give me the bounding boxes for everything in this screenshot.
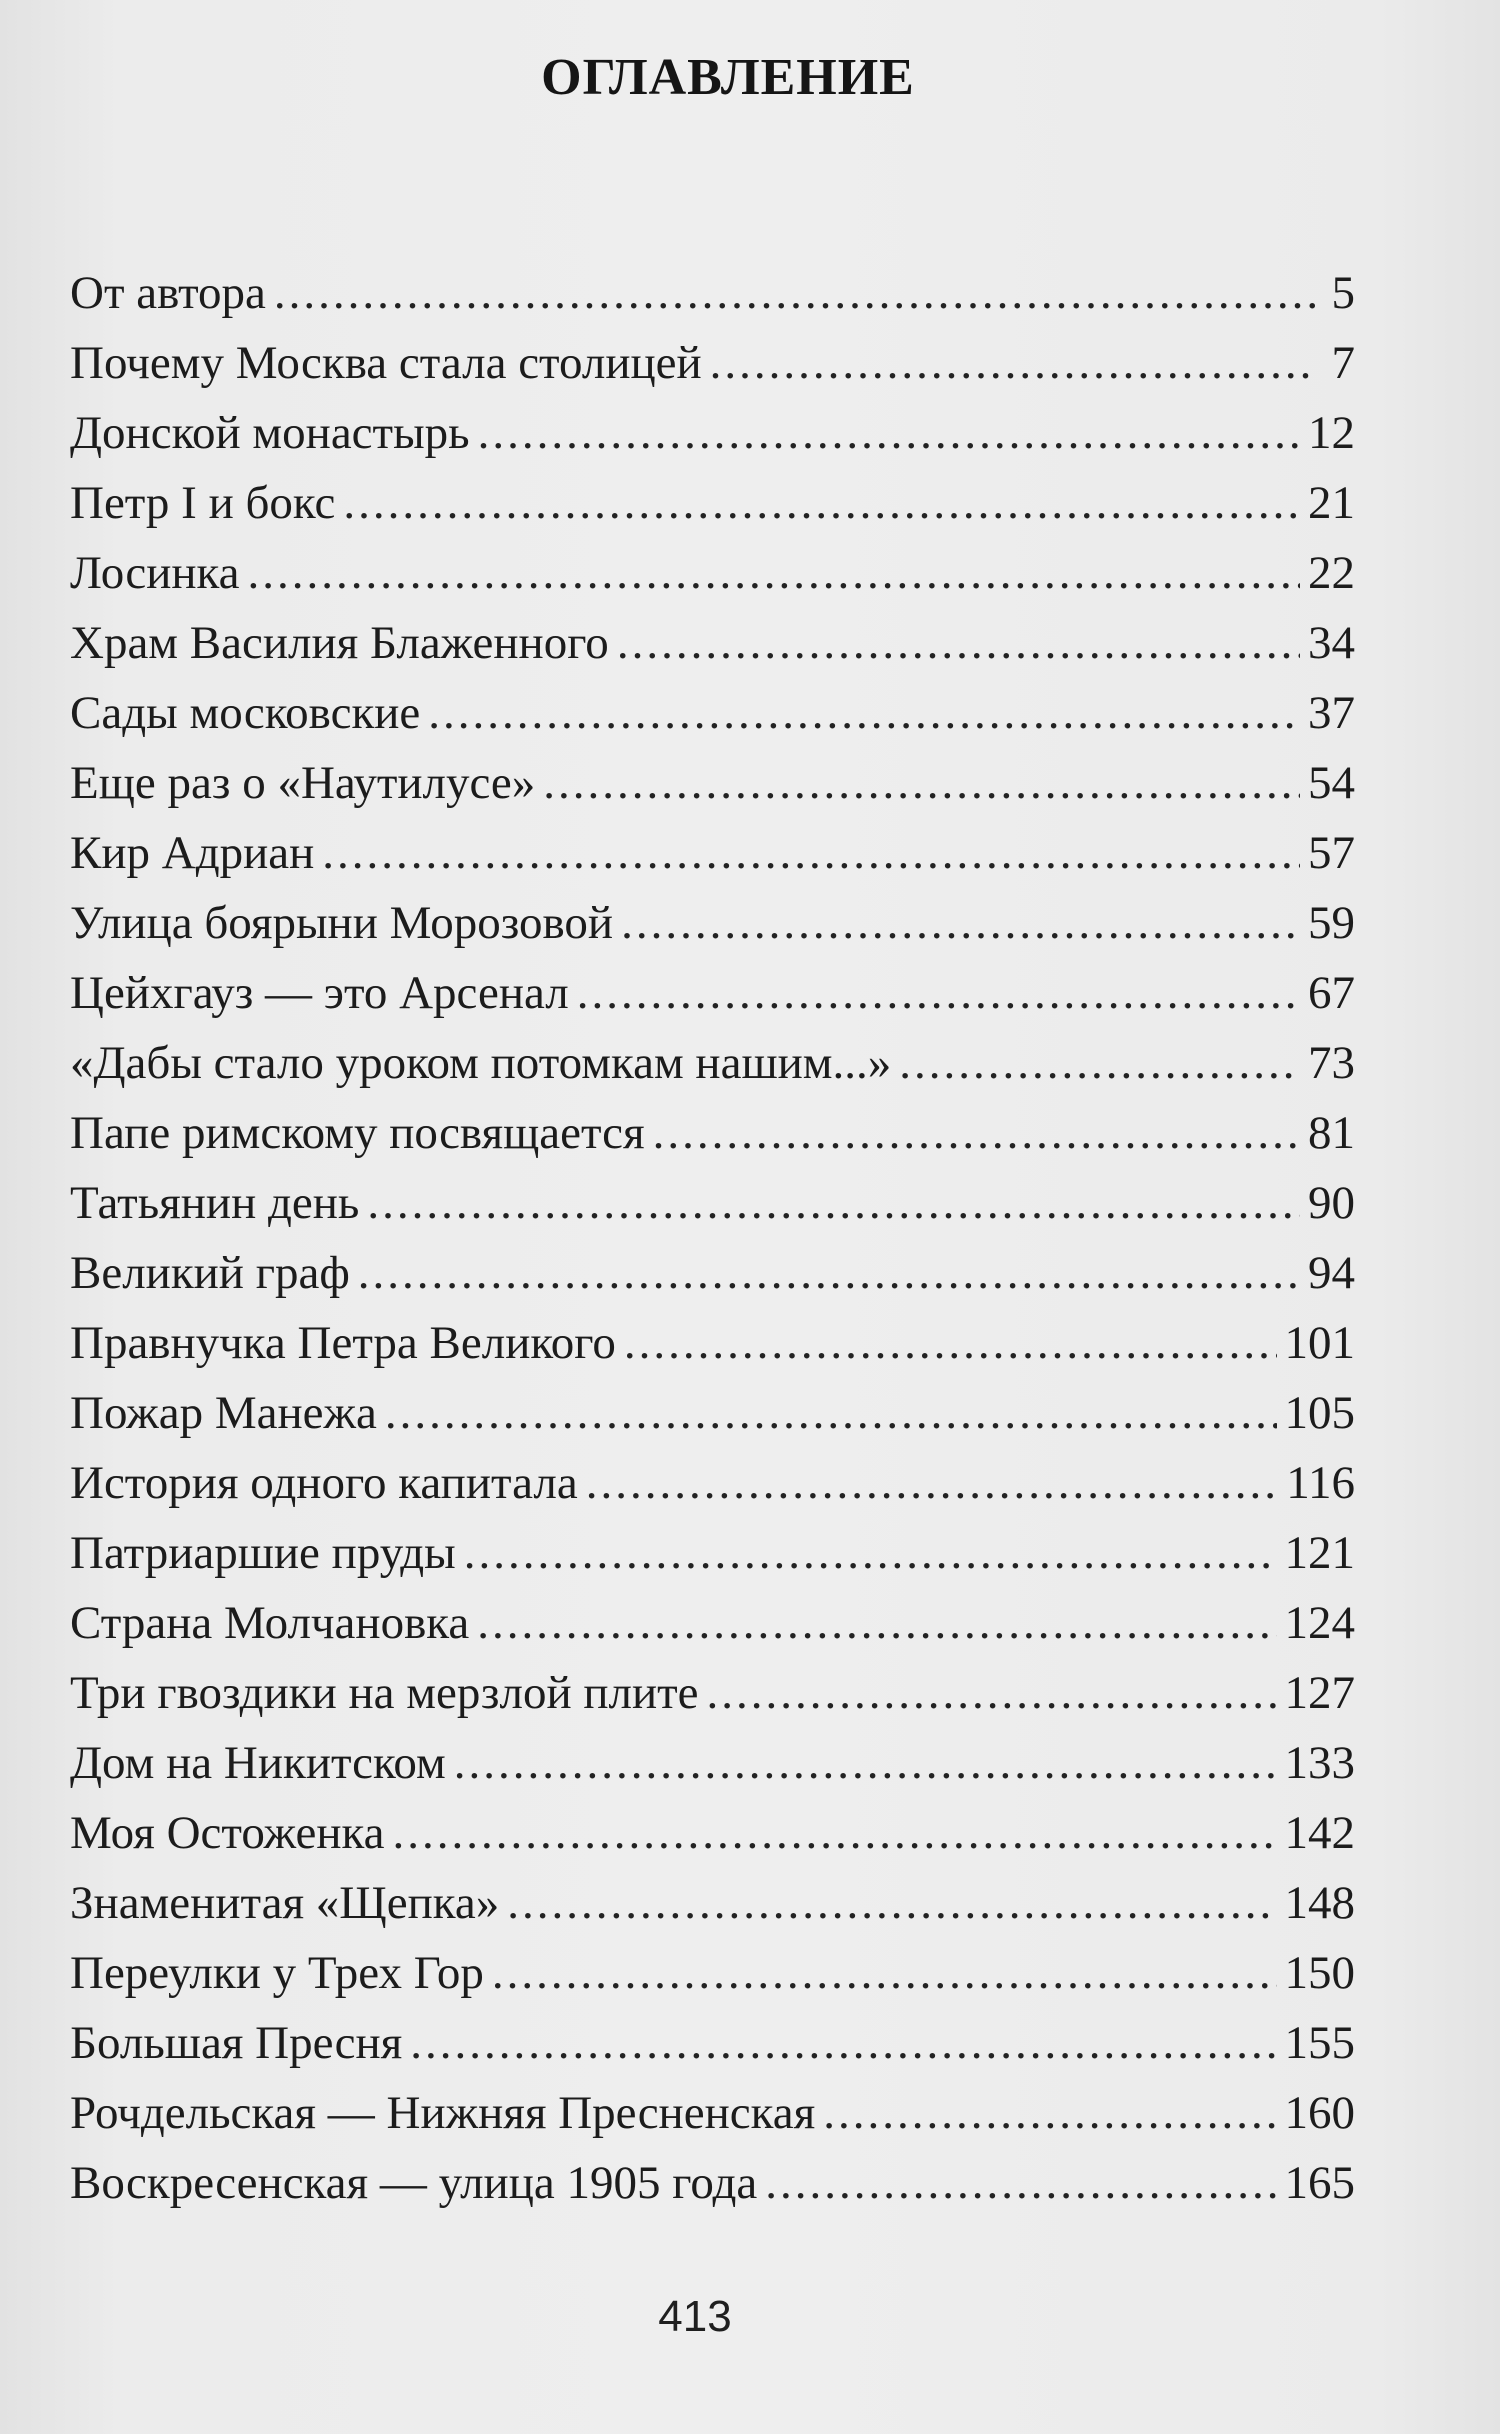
toc-entry-title: Сады московские [70,687,421,739]
toc-entry [70,1518,1355,1588]
toc-entry-page: 105 [1284,1387,1355,1439]
toc-entry-title: Татьянин день [70,1177,360,1229]
dot-leader [577,958,1300,1028]
toc-entry-title: Храм Василия Блаженного [70,617,609,669]
toc-entry-title: Цейхгауз — это Арсенал [70,967,569,1019]
toc-entry-title: Дом на Никитском [70,1737,446,1789]
toc-entry-page: 12 [1308,407,1355,459]
toc-entry-page: 81 [1308,1107,1355,1159]
toc-entry [70,2008,1355,2078]
toc-entry [70,1448,1355,1518]
toc-entry-title: Рочдельская — Нижняя Пресненская [70,2087,816,2139]
toc-entry [70,678,1355,748]
toc-entry-page: 7 [1331,337,1355,389]
toc-entry [70,1588,1355,1658]
toc-entry-page: 160 [1284,2087,1355,2139]
dot-leader [507,1868,1276,1938]
toc-entry-page: 165 [1284,2157,1355,2209]
toc-entry-title: Донской монастырь [70,407,470,459]
toc-entry [70,1728,1355,1798]
toc-entry-title: Большая Пресня [70,2017,403,2069]
toc-entry [70,1938,1355,2008]
dot-leader [343,468,1300,538]
dot-leader [710,328,1317,398]
dot-leader [586,1448,1279,1518]
dot-leader [621,888,1300,958]
toc-entry [70,1238,1355,1308]
toc-entry [70,1798,1355,1868]
toc-entry [70,818,1355,888]
dot-leader [454,1728,1277,1798]
dot-leader [543,748,1300,818]
toc-entry-page: 133 [1284,1737,1355,1789]
page-title: ОГЛАВЛЕНИЕ [541,49,915,106]
page-number: 413 [658,2292,732,2341]
toc-entry-page: 21 [1308,477,1355,529]
toc-entry-page: 34 [1308,617,1355,669]
toc-entry-page: 148 [1284,1877,1355,1929]
toc-entry-title: Моя Остоженка [70,1807,385,1859]
dot-leader [617,608,1300,678]
toc-entry-page: 59 [1308,897,1355,949]
toc-entry-title: Переулки у Трех Гор [70,1947,484,1999]
dot-leader [410,2008,1276,2078]
toc-entry-page: 57 [1308,827,1355,879]
toc-entry-title: От автора [70,267,266,319]
dot-leader [478,398,1300,468]
toc-entry-title: Три гвоздики на мерзлой плите [70,1667,699,1719]
toc-entry [70,328,1355,398]
toc-entry-page: 124 [1284,1597,1355,1649]
dot-leader [322,818,1300,888]
toc-entry-title: Улица боярыни Морозовой [70,897,614,949]
toc-entry-page: 142 [1284,1807,1355,1859]
dot-leader [477,1588,1276,1658]
toc-entry-title: История одного капитала [70,1457,578,1509]
toc-entry-page: 94 [1308,1247,1355,1299]
dot-leader [765,2148,1276,2218]
toc-entry-page: 127 [1284,1667,1355,1719]
toc-entry [70,1028,1355,1098]
toc-entry-page: 90 [1308,1177,1355,1229]
toc-entry-title: Воскресенская — улица 1905 года [70,2157,758,2209]
dot-leader [367,1168,1300,1238]
toc-entry-title: Знаменитая «Щепка» [70,1877,500,1929]
dot-leader [464,1518,1277,1588]
toc-entry [70,608,1355,678]
toc-entry-page: 121 [1284,1527,1355,1579]
toc-entry [70,1658,1355,1728]
dot-leader [428,678,1300,748]
toc-entry-title: Кир Адриан [70,827,315,879]
toc-entry [70,1308,1355,1378]
toc-entry-title: Правнучка Петра Великого [70,1317,616,1369]
toc-entry-title: «Дабы стало уроком потомкам нашим...» [70,1037,892,1089]
toc-entry [70,748,1355,818]
toc-entry-title: Папе римскому посвящается [70,1107,645,1159]
dot-leader [707,1658,1277,1728]
dot-leader [274,258,1317,328]
toc-entry [70,468,1355,538]
dot-leader [385,1378,1277,1448]
dot-leader [624,1308,1277,1378]
dot-leader [899,1028,1300,1098]
toc-entry-page: 116 [1286,1457,1355,1509]
dot-leader [653,1098,1300,1168]
toc-entry-title: Пожар Манежа [70,1387,377,1439]
toc-entry-title: Петр I и бокс [70,477,336,529]
toc-entry [70,1378,1355,1448]
toc-entry-page: 73 [1308,1037,1355,1089]
toc-entry-title: Страна Молчановка [70,1597,470,1649]
toc-entry-page: 22 [1308,547,1355,599]
dot-leader [492,1938,1277,2008]
toc-entry-title: Почему Москва стала столицей [70,337,702,389]
toc-entry [70,258,1355,328]
table-of-contents [70,258,1355,2218]
toc-entry [70,398,1355,468]
toc-entry-page: 67 [1308,967,1355,1019]
toc-entry-page: 54 [1308,757,1355,809]
dot-leader [393,1798,1277,1868]
toc-entry [70,2078,1355,2148]
toc-entry-page: 5 [1331,267,1355,319]
dot-leader [358,1238,1300,1308]
toc-entry [70,1168,1355,1238]
toc-entry-page: 155 [1284,2017,1355,2069]
dot-leader [823,2078,1276,2148]
toc-entry [70,1098,1355,1168]
toc-entry [70,1868,1355,1938]
toc-entry [70,888,1355,958]
toc-entry-title: Еще раз о «Наутилусе» [70,757,536,809]
toc-entry-page: 101 [1284,1317,1355,1369]
toc-entry [70,958,1355,1028]
toc-entry-title: Патриаршие пруды [70,1527,456,1579]
toc-entry-page: 37 [1308,687,1355,739]
toc-entry-title: Великий граф [70,1247,350,1299]
dot-leader [248,538,1300,608]
toc-entry-title: Лосинка [70,547,240,599]
toc-entry [70,538,1355,608]
toc-entry-page: 150 [1284,1947,1355,1999]
toc-entry [70,2148,1355,2218]
